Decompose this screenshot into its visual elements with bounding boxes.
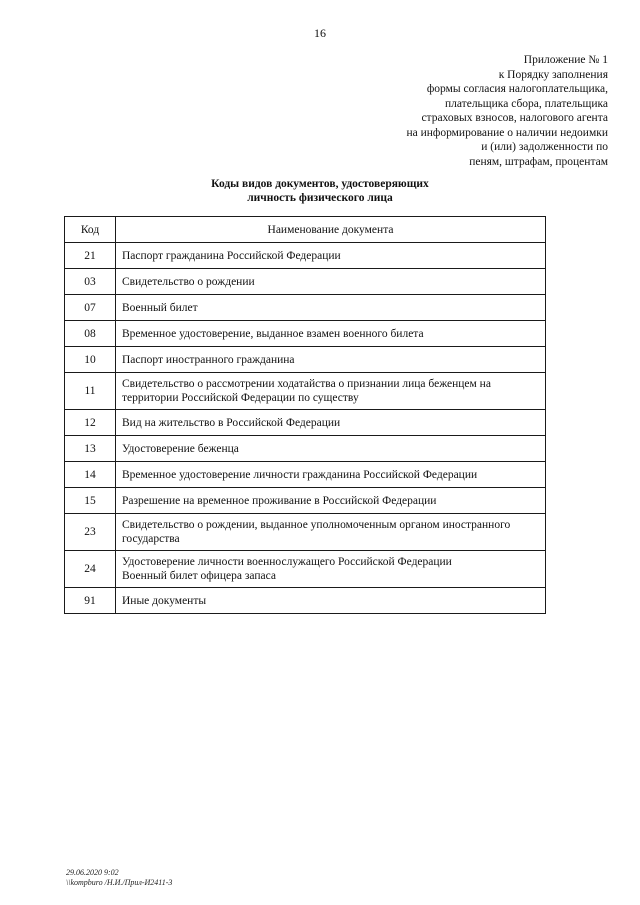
row-code: 24 (65, 551, 116, 588)
table-row (65, 243, 546, 269)
title-line: личность физического лица (247, 192, 393, 204)
row-name: Свидетельство о рождении, выданное уполномоченным органом иностранного государства (116, 514, 546, 551)
annex-line: на информирование о наличии недоимки (406, 126, 608, 139)
row-code: 11 (65, 373, 116, 410)
table-row (65, 373, 546, 410)
document-codes-table (64, 216, 546, 614)
row-name: Временное удостоверение личности гражданина Российской Федерации (116, 462, 546, 488)
table-row (65, 295, 546, 321)
annex-line: к Порядку заполнения (498, 68, 608, 81)
annex-line: Приложение № 1 (523, 54, 608, 66)
row-code: 14 (65, 462, 116, 488)
title-line: Коды видов документов, удостоверяющих (211, 178, 429, 190)
row-code: 08 (65, 321, 116, 347)
header-code: Код (65, 217, 116, 243)
row-code: 03 (65, 269, 116, 295)
table-header-row (65, 217, 546, 243)
row-name-line: Военный билет офицера запаса (122, 570, 276, 582)
row-name: Вид на жительство в Российской Федерации (116, 410, 546, 436)
row-code: 91 (65, 588, 116, 614)
annex-line: плательщика сбора, плательщика (444, 97, 608, 110)
row-code: 21 (65, 243, 116, 269)
row-name: Паспорт иностранного гражданина (116, 347, 546, 373)
footer-doc-ref: \\kompburo /Н.И./Прил-И2411-3 (66, 878, 173, 887)
page-number: 16 (314, 26, 326, 40)
row-name: Свидетельство о рассмотрении ходатайства о признании лица беженцем на территории Российской Федерации по существу (116, 373, 546, 410)
row-name: Разрешение на временное проживание в Российской Федерации (116, 488, 546, 514)
row-name: Свидетельство о рождении (116, 269, 546, 295)
table-row (65, 410, 546, 436)
table-row (65, 321, 546, 347)
annex-header (406, 53, 608, 169)
table-row (65, 347, 546, 373)
row-code: 12 (65, 410, 116, 436)
table-row (65, 514, 546, 551)
annex-line: страховых взносов, налогового агента (421, 112, 608, 124)
row-name: Паспорт гражданина Российской Федерации (116, 243, 546, 269)
row-name: Иные документы (116, 588, 546, 614)
table-row (65, 269, 546, 295)
annex-line: формы согласия налогоплательщика, (426, 83, 608, 95)
header-name: Наименование документа (116, 217, 546, 243)
row-code: 10 (65, 347, 116, 373)
row-code: 23 (65, 514, 116, 551)
table-row (65, 588, 546, 614)
table-row (65, 462, 546, 488)
annex-line: пеням, штрафам, процентам (469, 155, 608, 168)
row-code: 13 (65, 436, 116, 462)
row-code: 15 (65, 488, 116, 514)
row-name-multiline (116, 551, 546, 588)
table-row (65, 436, 546, 462)
annex-line: и (или) задолженности по (481, 141, 608, 153)
row-code: 07 (65, 295, 116, 321)
row-name-line: Удостоверение личности военнослужащего Российской Федерации (122, 556, 452, 568)
footer-stamp (66, 868, 172, 888)
table-row (65, 551, 546, 588)
document-title (0, 177, 640, 205)
row-name: Удостоверение беженца (116, 436, 546, 462)
footer-date: 29.06.2020 9:02 (66, 868, 119, 877)
row-name: Временное удостоверение, выданное взамен военного билета (116, 321, 546, 347)
table-row (65, 488, 546, 514)
row-name: Военный билет (116, 295, 546, 321)
